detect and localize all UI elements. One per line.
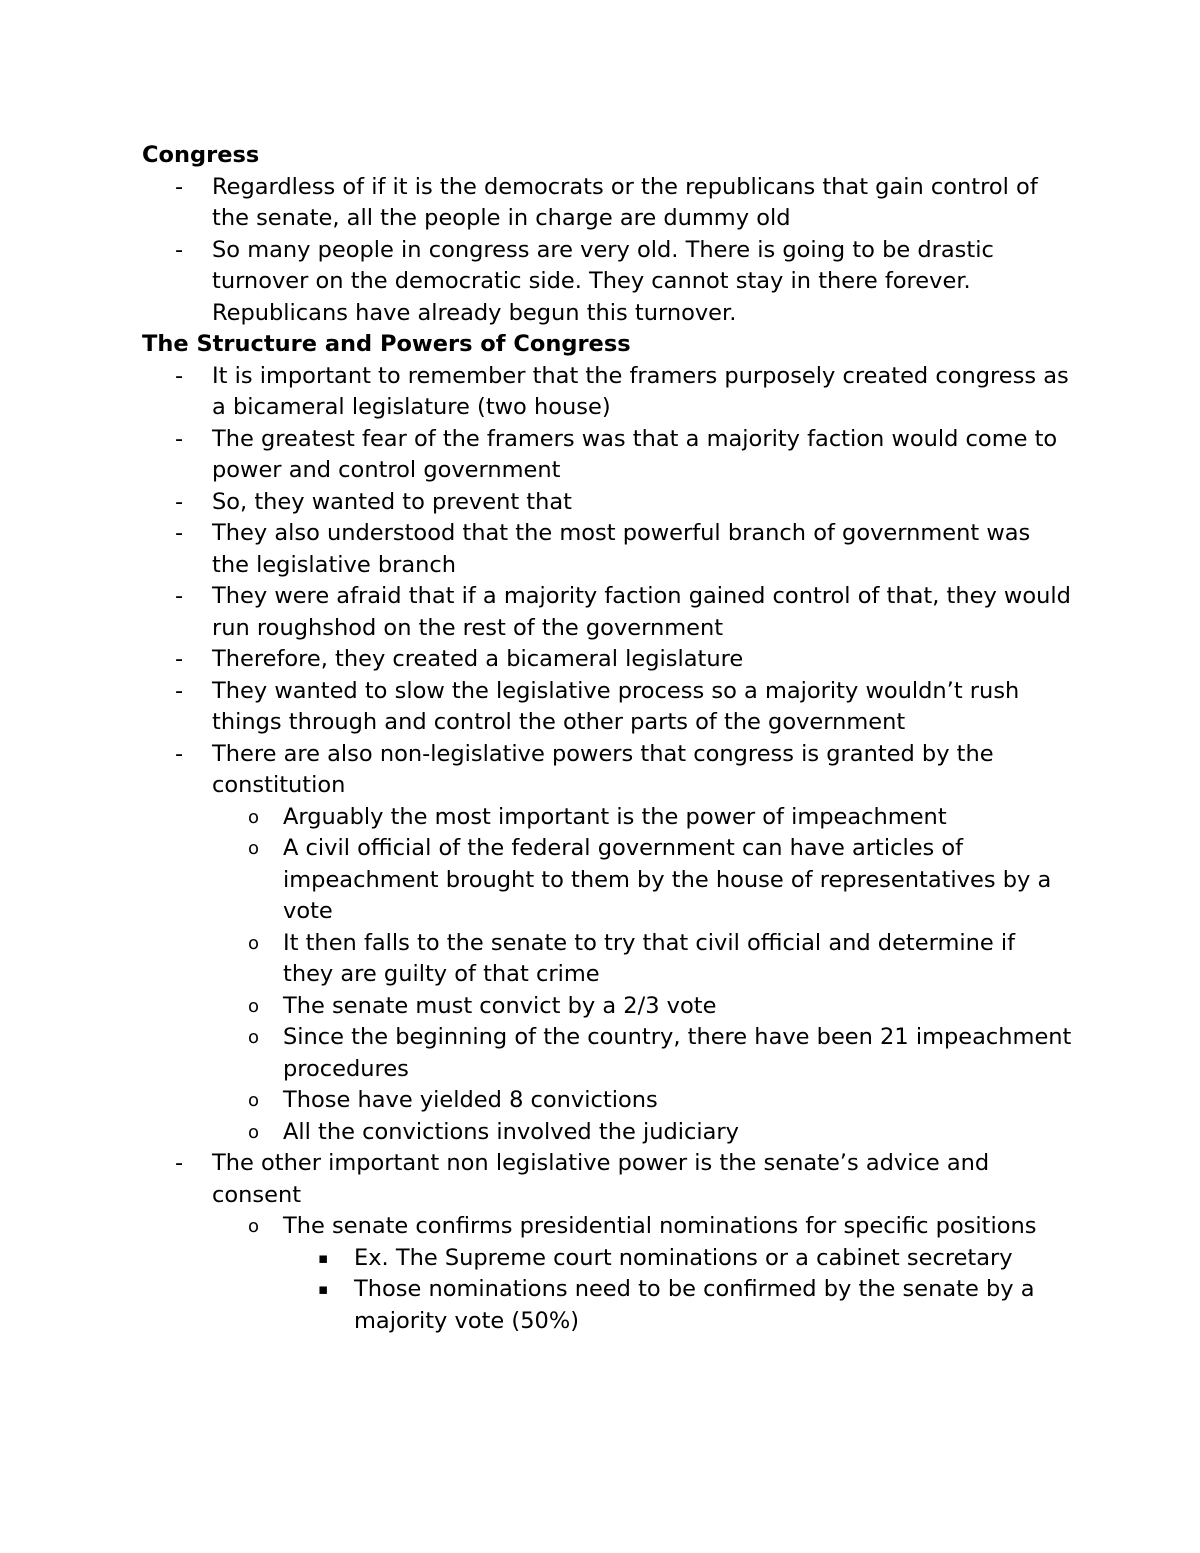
dash-bullet: -: [175, 677, 184, 704]
dash-bullet: -: [175, 646, 184, 672]
list-item: [142, 235, 1072, 330]
circle-bullet: o: [248, 932, 260, 954]
dash-bullet: -: [175, 362, 184, 389]
square-bullet: ▪: [318, 1248, 329, 1267]
sub-list-item: [142, 802, 1072, 834]
sub-list-item-text: Arguably the most important is the power of impeachment: [283, 803, 947, 830]
congress-list: [142, 172, 1072, 330]
list-item-text: They also understood that the most powerful branch of government was the legislative branch: [212, 520, 1031, 578]
dash-bullet: -: [175, 1150, 184, 1176]
list-item: [142, 172, 1072, 235]
dash-bullet: -: [175, 173, 184, 200]
sub-list-item: [142, 1085, 1072, 1117]
list-item: [142, 644, 1072, 676]
structure-list: [142, 361, 1072, 802]
sub-list-item-text: It then falls to the senate to try that civil official and determine if they are guilty of that crime: [283, 929, 1016, 987]
list-item-text: It is important to remember that the framers purposely created congress as a bicameral legislature (two house): [212, 362, 1069, 420]
sub-list-item-text: A civil official of the federal government can have articles of impeachment brought to them by the house of representatives by a vote: [283, 835, 1052, 924]
list-item-text: So, they wanted to prevent that: [212, 488, 572, 515]
circle-bullet: o: [248, 995, 260, 1017]
sub-list-item: [142, 991, 1072, 1023]
advice-list: [142, 1148, 1072, 1211]
list-item: [142, 518, 1072, 581]
sub-sub-list-item: [142, 1243, 1072, 1275]
list-item: [142, 361, 1072, 424]
sub-list-item: [142, 1117, 1072, 1149]
dash-bullet: -: [175, 520, 184, 546]
nominations-list: [142, 1243, 1072, 1338]
circle-bullet: o: [248, 1121, 260, 1143]
circle-bullet: o: [248, 838, 260, 859]
list-item: [142, 676, 1072, 739]
sub-sub-list-item-text: Those nominations need to be confirmed by the senate by a majority vote (50%): [354, 1276, 1035, 1334]
square-bullet: ▪: [318, 1280, 329, 1298]
list-item: [142, 581, 1072, 644]
dash-bullet: -: [175, 740, 184, 767]
list-item: [142, 487, 1072, 519]
list-item-text: The greatest fear of the framers was that a majority faction would come to power and control government: [212, 425, 1058, 483]
list-item-text: Regardless of if it is the democrats or the republicans that gain control of the senate, all the people in charge are dummy old: [212, 173, 1038, 231]
sub-sub-list-item-text: Ex. The Supreme court nominations or a cabinet secretary: [354, 1244, 1013, 1271]
impeachment-list: [142, 802, 1072, 1149]
list-item-text: So many people in congress are very old. There is going to be drastic turnover on the democratic side. They cannot stay in there forever. Republicans have already begun this turnover.: [212, 236, 994, 326]
section-heading-structure-and-powers: The Structure and Powers of Congress: [142, 331, 631, 357]
circle-bullet: o: [248, 1216, 260, 1237]
document-body: [142, 140, 1072, 1337]
sub-list-item-text: Those have yielded 8 convictions: [283, 1087, 658, 1113]
sub-list-item-text: All the convictions involved the judiciary: [283, 1118, 739, 1145]
dash-bullet: -: [175, 236, 184, 263]
circle-bullet: o: [248, 806, 260, 828]
list-item-text: There are also non-legislative powers that congress is granted by the constitution: [212, 740, 994, 798]
sub-list-item: [142, 833, 1072, 928]
sub-list-item: [142, 928, 1072, 991]
list-item-text: Therefore, they created a bicameral legislature: [212, 646, 744, 672]
circle-bullet: o: [248, 1090, 260, 1111]
list-item-text: They wanted to slow the legislative process so a majority wouldn’t rush things through and control the other parts of the government: [212, 677, 1020, 735]
sub-list-item-text: Since the beginning of the country, there have been 21 impeachment procedures: [283, 1024, 1072, 1082]
dash-bullet: -: [175, 583, 184, 609]
list-item-text: They were afraid that if a majority faction gained control of that, they would run roughshod on the rest of the government: [212, 583, 1071, 641]
sub-list-item-text: The senate must convict by a 2/3 vote: [283, 992, 717, 1019]
sub-sub-list-item: [142, 1274, 1072, 1337]
list-item: [142, 1148, 1072, 1211]
advice-sub-list: [142, 1211, 1072, 1243]
list-item: [142, 424, 1072, 487]
dash-bullet: -: [175, 425, 184, 452]
dash-bullet: -: [175, 488, 184, 515]
section-heading-congress: Congress: [142, 142, 260, 168]
sub-list-item-text: The senate confirms presidential nominations for specific positions: [283, 1213, 1037, 1239]
list-item: [142, 739, 1072, 802]
sub-list-item: [142, 1022, 1072, 1085]
sub-list-item: [142, 1211, 1072, 1243]
list-item-text: The other important non legislative power is the senate’s advice and consent: [212, 1150, 990, 1208]
circle-bullet: o: [248, 1027, 260, 1048]
